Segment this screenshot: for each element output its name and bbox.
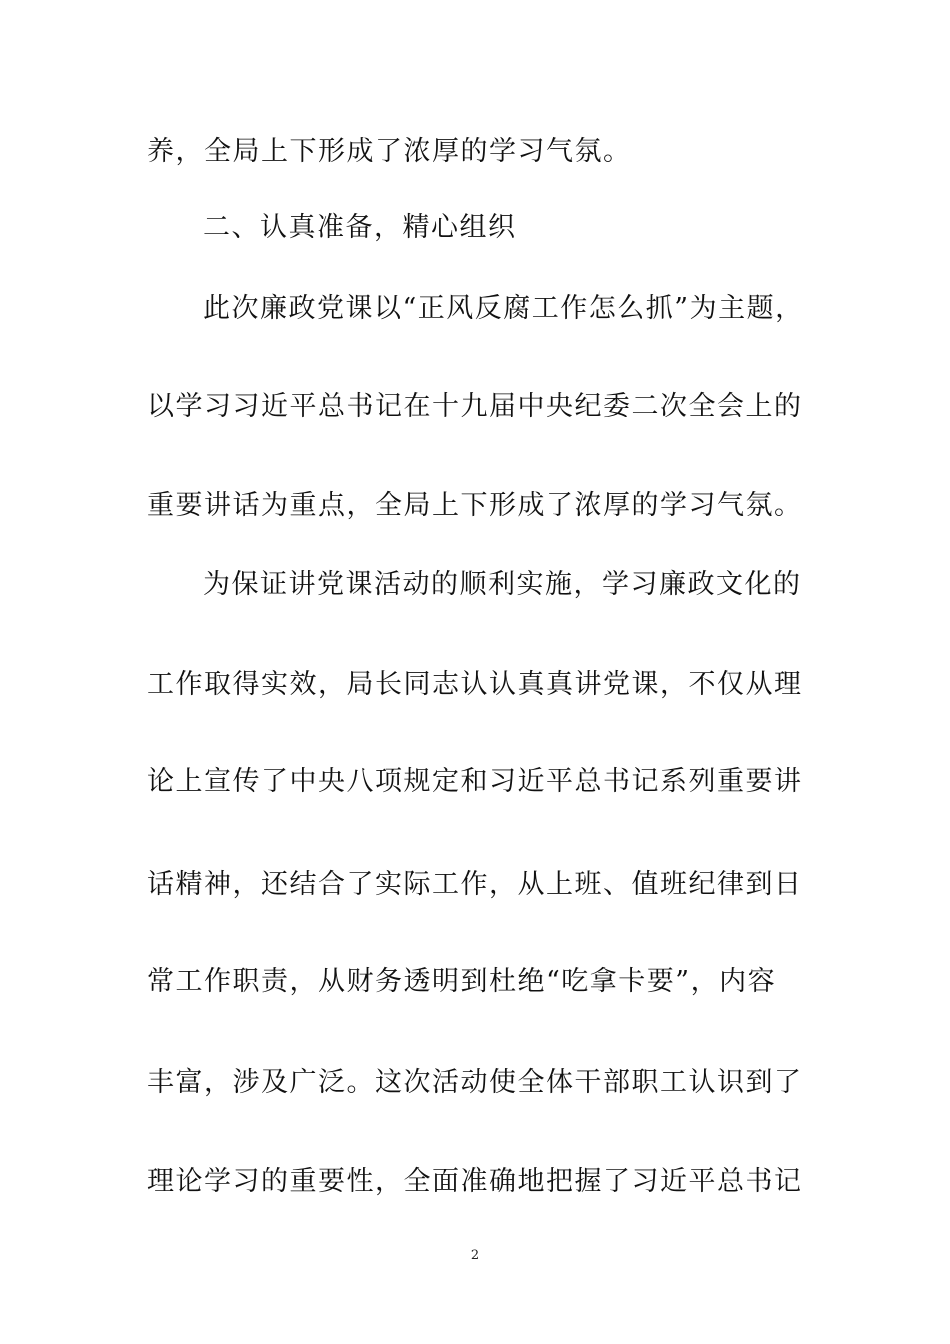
text-line: 工作取得实效，局长同志认认真真讲党课，不仅从理 bbox=[147, 669, 803, 700]
text-line: 常工作职责，从财务透明到杜绝“吃拿卡要”，内容 bbox=[147, 966, 777, 997]
text-line: 为保证讲党课活动的顺利实施，学习廉政文化的 bbox=[203, 569, 802, 600]
page-number: 2 bbox=[470, 1248, 480, 1263]
section-heading: 二、认真准备，精心组织 bbox=[203, 212, 517, 243]
text-line: 理论学习的重要性，全面准确地把握了习近平总书记 bbox=[147, 1166, 803, 1197]
text-line: 重要讲话为重点，全局上下形成了浓厚的学习气氛。 bbox=[147, 490, 803, 521]
text-line: 话精神，还结合了实际工作，从上班、值班纪律到日 bbox=[147, 869, 803, 900]
text-line: 论上宣传了中央八项规定和习近平总书记系列重要讲 bbox=[147, 766, 803, 797]
text-line: 丰富，涉及广泛。这次活动使全体干部职工认识到了 bbox=[147, 1067, 803, 1098]
text-line: 养，全局上下形成了浓厚的学习气氛。 bbox=[147, 136, 632, 167]
text-line: 此次廉政党课以“正风反腐工作怎么抓”为主题， bbox=[203, 293, 804, 324]
text-line: 以学习习近平总书记在十九届中央纪委二次全会上的 bbox=[147, 391, 803, 422]
